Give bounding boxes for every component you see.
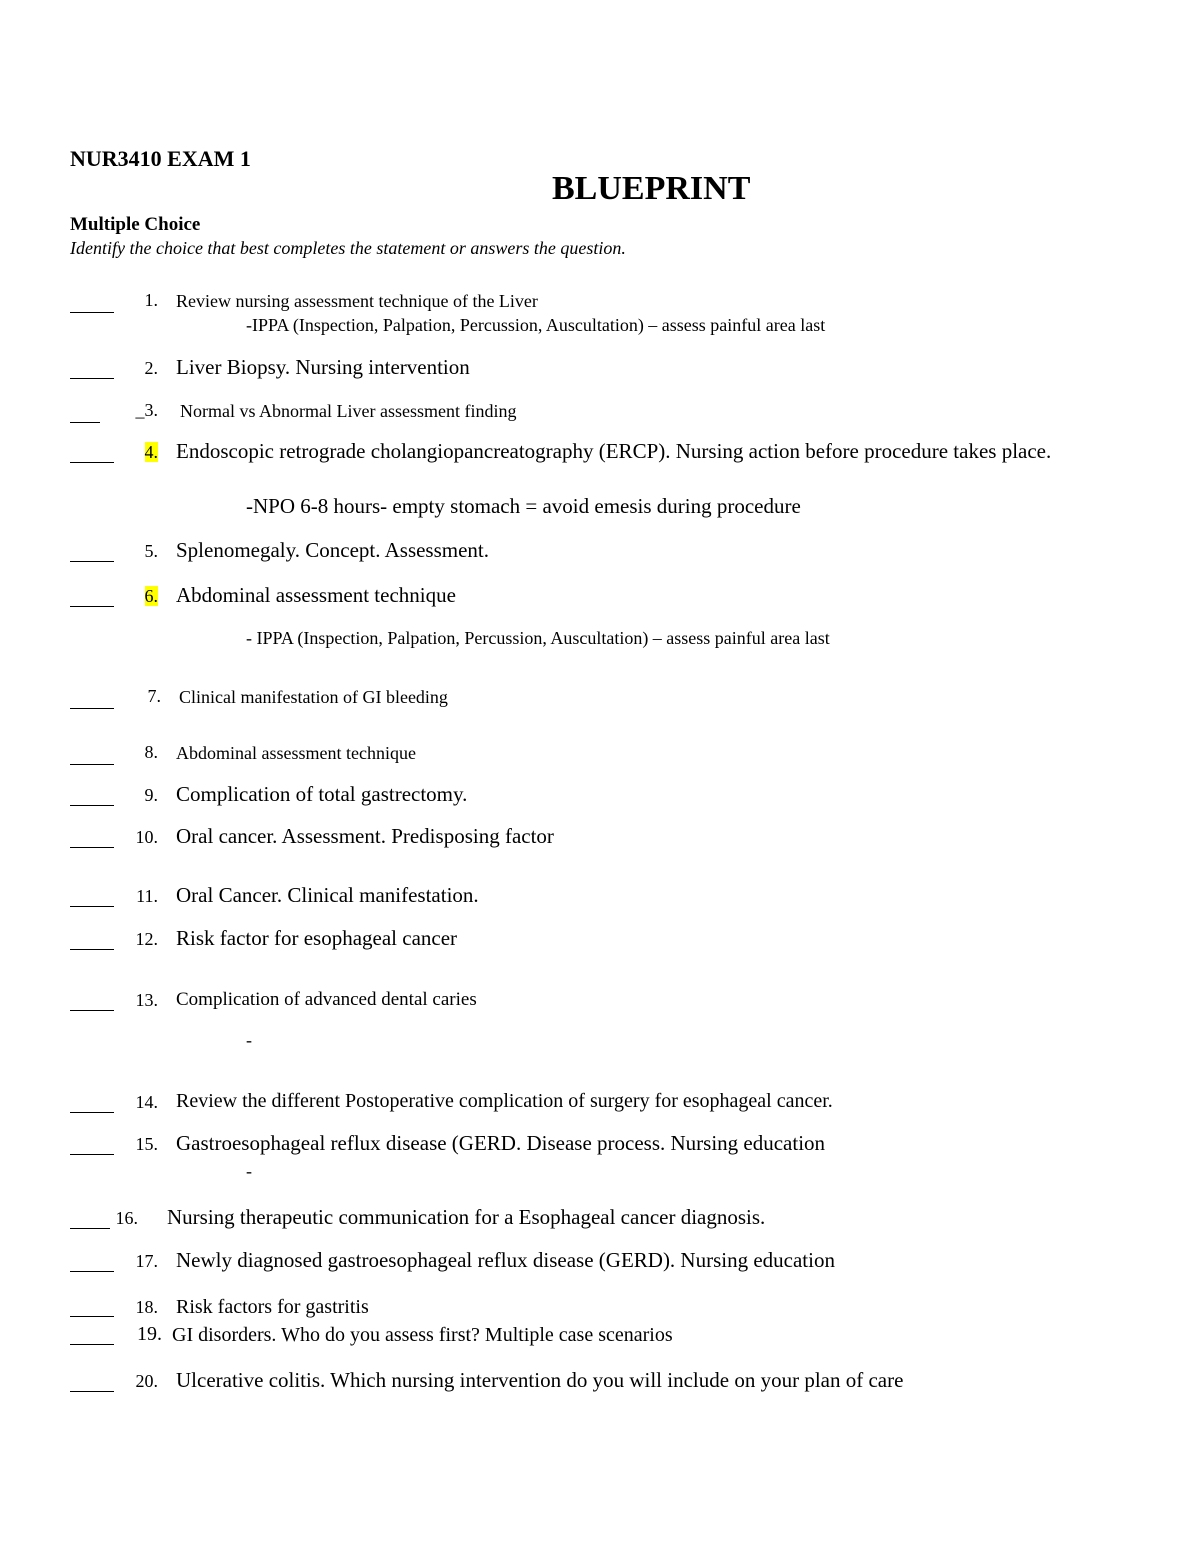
question-number: 13. <box>135 990 158 1010</box>
question-number: 10. <box>135 827 158 847</box>
question-text: Nursing therapeutic communication for a Esophageal cancer diagnosis. <box>167 1205 766 1229</box>
answer-blank[interactable] <box>70 847 114 848</box>
question-text: Newly diagnosed gastroesophageal reflux disease (GERD). Nursing education <box>176 1248 835 1272</box>
question-text: Normal vs Abnormal Liver assessment finding <box>180 401 517 421</box>
question-text: Oral cancer. Assessment. Predisposing factor <box>176 824 554 848</box>
answer-blank[interactable] <box>70 1271 114 1272</box>
answer-blank[interactable] <box>70 906 114 907</box>
question-number <box>118 442 158 463</box>
answer-blank[interactable] <box>70 1154 114 1155</box>
question-text: Oral Cancer. Clinical manifestation. <box>176 883 479 907</box>
question-text: Ulcerative colitis. Which nursing intervention do you will include on your plan of care <box>176 1368 904 1392</box>
answer-blank[interactable] <box>70 1316 114 1317</box>
answer-blank[interactable] <box>70 805 114 806</box>
question-number: _3. <box>135 400 158 420</box>
question-text: Review nursing assessment technique of the Liver <box>176 291 538 311</box>
question-number: 5. <box>144 541 158 561</box>
question-number <box>118 586 158 607</box>
answer-blank[interactable] <box>70 1010 114 1011</box>
answer-blank[interactable] <box>70 1112 114 1113</box>
question-number: 8. <box>144 742 158 762</box>
answer-blank[interactable] <box>70 462 114 463</box>
answer-blank[interactable] <box>70 561 114 562</box>
answer-blank[interactable] <box>70 1344 114 1345</box>
question-text: Abdominal assessment technique <box>176 583 456 607</box>
question-number: 7. <box>147 686 161 706</box>
question-number: 11. <box>136 886 158 906</box>
page-title: BLUEPRINT <box>552 170 751 207</box>
question-text: Risk factor for esophageal cancer <box>176 926 458 950</box>
instructions: Identify the choice that best completes the statement or answers the question. <box>70 238 626 258</box>
question-note: -NPO 6-8 hours- empty stomach = avoid emesis during procedure <box>246 494 801 518</box>
answer-blank[interactable] <box>70 606 114 607</box>
answer-blank[interactable] <box>70 1391 114 1392</box>
question-number: 19. <box>137 1323 162 1345</box>
question-text: Liver Biopsy. Nursing intervention <box>176 355 470 379</box>
question-text: Clinical manifestation of GI bleeding <box>179 687 448 707</box>
question-text: Endoscopic retrograde cholangiopancreatography (ERCP). Nursing action before procedure takes place. <box>176 439 1052 463</box>
question-text: Splenomegaly. Concept. Assessment. <box>176 538 490 562</box>
question-number: 20. <box>135 1371 158 1391</box>
question-number: 12. <box>135 929 158 949</box>
question-note: -IPPA (Inspection, Palpation, Percussion, Auscultation) – assess painful area last <box>246 315 826 335</box>
question-number: 16. <box>115 1208 138 1228</box>
question-note: - <box>246 1030 252 1050</box>
highlighted-number: 4. <box>144 442 158 462</box>
question-number: 9. <box>144 785 158 805</box>
answer-blank[interactable] <box>70 764 114 765</box>
answer-blank[interactable] <box>70 708 114 709</box>
question-text: Gastroesophageal reflux disease (GERD. Disease process. Nursing education <box>176 1131 826 1155</box>
question-number: 18. <box>135 1297 158 1317</box>
question-number: 15. <box>135 1134 158 1154</box>
question-text: Risk factors for gastritis <box>176 1296 369 1318</box>
question-note: - <box>246 1161 252 1181</box>
exam-course-title: NUR3410 EXAM 1 <box>70 146 251 171</box>
section-title: Multiple Choice <box>70 214 201 235</box>
question-text: Abdominal assessment technique <box>176 743 416 763</box>
question-text: Complication of total gastrectomy. <box>176 782 468 806</box>
question-note: - IPPA (Inspection, Palpation, Percussion, Auscultation) – assess painful area last <box>246 628 830 648</box>
question-text: GI disorders. Who do you assess first? Multiple case scenarios <box>172 1324 673 1346</box>
question-number: 17. <box>135 1251 158 1271</box>
answer-blank[interactable] <box>70 378 114 379</box>
question-number: 1. <box>144 290 158 310</box>
question-number: 2. <box>144 358 158 378</box>
answer-blank[interactable] <box>70 312 114 313</box>
question-text: Review the different Postoperative complication of surgery for esophageal cancer. <box>176 1090 833 1112</box>
answer-blank[interactable] <box>70 422 100 423</box>
question-text: Complication of advanced dental caries <box>176 989 477 1010</box>
answer-blank[interactable] <box>70 949 114 950</box>
highlighted-number: 6. <box>144 586 158 606</box>
question-number: 14. <box>135 1092 158 1112</box>
